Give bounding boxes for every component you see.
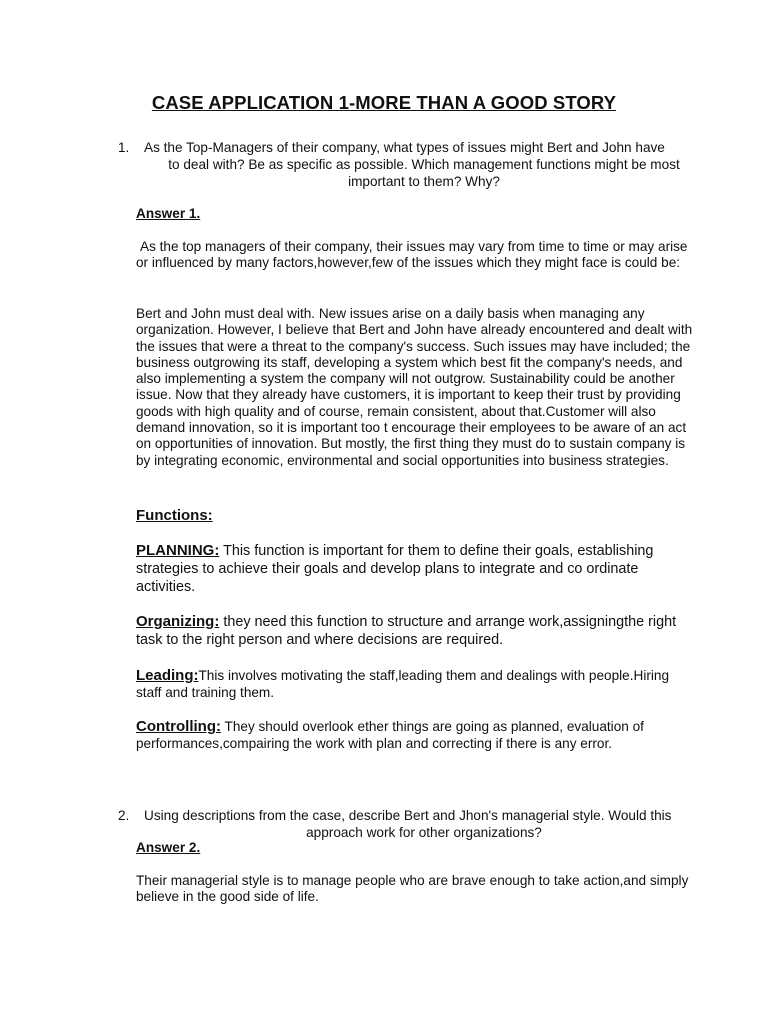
answer-2-heading: Answer 2.: [136, 840, 201, 855]
controlling-text: They should overlook ether things are going as planned, evaluation of performances,compairing the work with plan and correcting if there is any error.: [136, 719, 644, 752]
organizing-label: Organizing:: [136, 613, 220, 630]
question-1-number: 1.: [118, 140, 130, 155]
function-controlling: [136, 718, 696, 753]
question-1-line1: As the Top-Managers of their company, what types of issues might Bert and John have: [144, 140, 665, 155]
function-organizing: [136, 613, 696, 650]
function-planning: [136, 542, 696, 596]
answer-1-body: Bert and John must deal with. New issues arise on a daily basis when managing any organization. However, I believe that Bert and John have already encountered and dealt with the issues that were a threat to the company's success. Such issues may have included; the business outgrowing its staff, developing a system which best fit the company's needs, and also implementing a system the company will not outgrow. Sustainability could be another issue. Now that they already have customers, it is important to keep their trust by providing goods with high quality and of course, remain consistent, about that.Customer will also demand innovation, so it is important too t encourage their employees to be aware of an act on opportunities of innovation. But mostly, the first thing they must do to sustain company is by integrating economic, environmental and social opportunities into business strategies.: [136, 306, 693, 468]
question-2-text: [144, 807, 704, 841]
answer-1-intro: As the top managers of their company, their issues may vary from time to time or may arise or influenced by many factors,however,few of the issues which they might face is could be:: [136, 239, 688, 271]
controlling-label: Controlling:: [136, 718, 221, 735]
question-1-text: [144, 139, 704, 190]
organizing-text: they need this function to structure and arrange work,assigningthe right task to the right person and where decisions are required.: [136, 614, 677, 648]
planning-text: This function is important for them to define their goals, establishing strategies to achieve their goals and develop plans to integrate and co ordinate activities.: [136, 543, 654, 595]
answer-1-heading: Answer 1.: [136, 206, 201, 221]
answer-2-body: Their managerial style is to manage people who are brave enough to take action,and simply believe in the good side of life.: [136, 873, 689, 905]
question-2-number: 2.: [118, 808, 130, 823]
leading-text: This involves motivating the staff,leading them and dealings with people.Hiring staff and training them.: [136, 668, 670, 701]
question-1-rest: to deal with? Be as specific as possible. Which management functions might be most important to them? Why?: [168, 157, 680, 189]
planning-label: PLANNING:: [136, 542, 220, 559]
page-title: CASE APPLICATION 1-MORE THAN A GOOD STORY: [151, 92, 617, 113]
functions-heading: Functions:: [136, 507, 213, 524]
leading-label: Leading:: [136, 667, 199, 684]
question-2-rest: approach work for other organizations?: [306, 825, 542, 840]
function-leading: [136, 667, 696, 702]
question-2-line1: Using descriptions from the case, describe Bert and Jhon's managerial style. Would this: [144, 808, 672, 823]
